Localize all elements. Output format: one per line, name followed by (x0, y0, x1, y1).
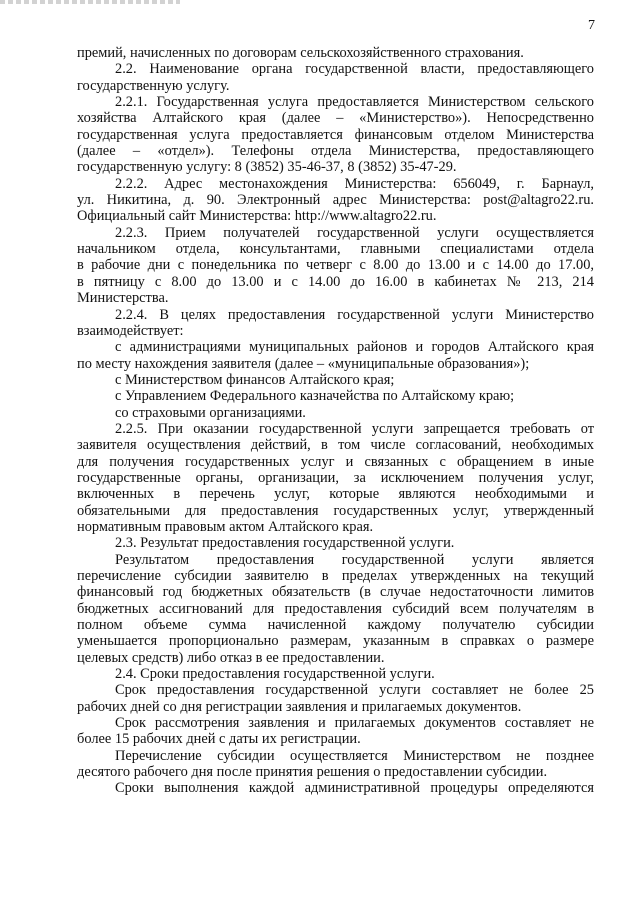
text-line: со страховыми организациями. (115, 404, 306, 421)
text-line: бюджетных ассигнований для предоставления субсидий всем получателям в (77, 600, 594, 617)
text-line: с Управлением Федерального казначейства по Алтайскому краю; (115, 388, 515, 405)
text-line: Сроки выполнения каждой административной процедуры определяются (115, 780, 594, 797)
text-line: 2.2.5. При оказании государственной услуги запрещается требовать от (115, 420, 594, 437)
text-line: 2.2. Наименование органа государственной власти, предоставляющего (115, 61, 594, 78)
document-body (77, 45, 594, 797)
text-line: начальником отдела, консультантами, главными специалистами отдела (77, 241, 594, 258)
text-line: 2.2.2. Адрес местонахождения Министерства: 656049, г. Барнаул, (115, 175, 594, 192)
text-line: полном объеме сумма начисленной каждому получателю субсидии (77, 617, 594, 634)
text-line: Срок рассмотрения заявления и прилагаемых документов составляет не (115, 715, 594, 732)
text-line: по месту нахождения заявителя (далее – «муниципальные образования»); (77, 355, 530, 372)
text-line: перечисление субсидии заявителю в пределах утвержденных на текущий (77, 568, 594, 584)
text-line: заявителя осуществления действий, в том числе согласований, необходимых (77, 437, 594, 454)
page-number: 7 (588, 18, 595, 33)
text-line: нормативным правовым актом Алтайского края. (77, 518, 374, 535)
text-line: 2.2.1. Государственная услуга предоставляется Министерством сельского (115, 94, 594, 111)
text-line: хозяйства Алтайского края (далее – «Министерство»). Непосредственно (77, 110, 594, 127)
text-line: уменьшается пропорционально размерам, указанным в справках о размере (77, 633, 594, 650)
text-line: рабочих дней со дня регистрации заявления и прилагаемых документов. (77, 698, 522, 715)
text-line: для получения государственных услуг и связанных с обращением в иные (77, 453, 594, 470)
text-line: Перечисление субсидии осуществляется Министерством не позднее (115, 747, 594, 764)
text-line: Официальный сайт Министерства: http://www.altagro22.ru. (77, 208, 437, 225)
text-line: обязательными для предоставления государственных услуг, утвержденный (77, 502, 594, 519)
scan-artifact (0, 0, 180, 4)
text-line: 2.4. Сроки предоставления государственной услуги. (115, 666, 435, 683)
text-line: ул. Никитина, д. 90. Электронный адрес Министерства: post@altagro22.ru. (77, 192, 594, 209)
text-line: 2.2.3. Прием получателей государственной услуги осуществляется (115, 224, 594, 241)
text-line: десятого рабочего дня после принятия решения о предоставлении субсидии. (77, 764, 548, 781)
text-line: государственную услугу. (77, 77, 230, 94)
text-line: премий, начисленных по договорам сельскохозяйственного страхования. (77, 45, 524, 61)
text-line: Министерства. (77, 290, 169, 307)
text-line: включенных в перечень услуг, которые являются необходимыми и (77, 486, 594, 503)
text-line: Срок предоставления государственной услуги составляет не более 25 (115, 682, 594, 699)
text-line: 2.2.4. В целях предоставления государственной услуги Министерство (115, 306, 594, 323)
text-line: с администрациями муниципальных районов и городов Алтайского края (115, 339, 594, 356)
text-line: 2.3. Результат предоставления государственной услуги. (115, 535, 455, 552)
text-line: целевых средств) либо отказ в ее предоставлении. (77, 649, 385, 666)
text-line: Результатом предоставления государственной услуги является (115, 551, 594, 568)
text-line: с Министерством финансов Алтайского края; (115, 371, 395, 388)
text-line: государственную услугу: 8 (3852) 35-46-37, 8 (3852) 35-47-29. (77, 159, 457, 176)
text-line: в пятницу с 8.00 до 13.00 и с 14.00 до 16.00 в кабинетах № 213, 214 (77, 273, 594, 290)
text-line: (далее – «отдел»). Телефоны отдела Министерства, предоставляющего (77, 143, 594, 160)
text-line: государственная услуга предоставляется финансовым отделом Министерства (77, 126, 594, 143)
text-line: в рабочие дни с понедельника по четверг с 8.00 до 13.00 и с 14.00 до 17.00, (77, 257, 594, 274)
text-line: финансовый год бюджетных обязательств (в случае недостаточности лимитов (77, 584, 594, 601)
text-line: взаимодействует: (77, 322, 184, 339)
text-line: государственные органы, организации, за исключением получения услуг, (77, 469, 594, 486)
text-line: более 15 рабочих дней с даты их регистрации. (77, 731, 361, 748)
